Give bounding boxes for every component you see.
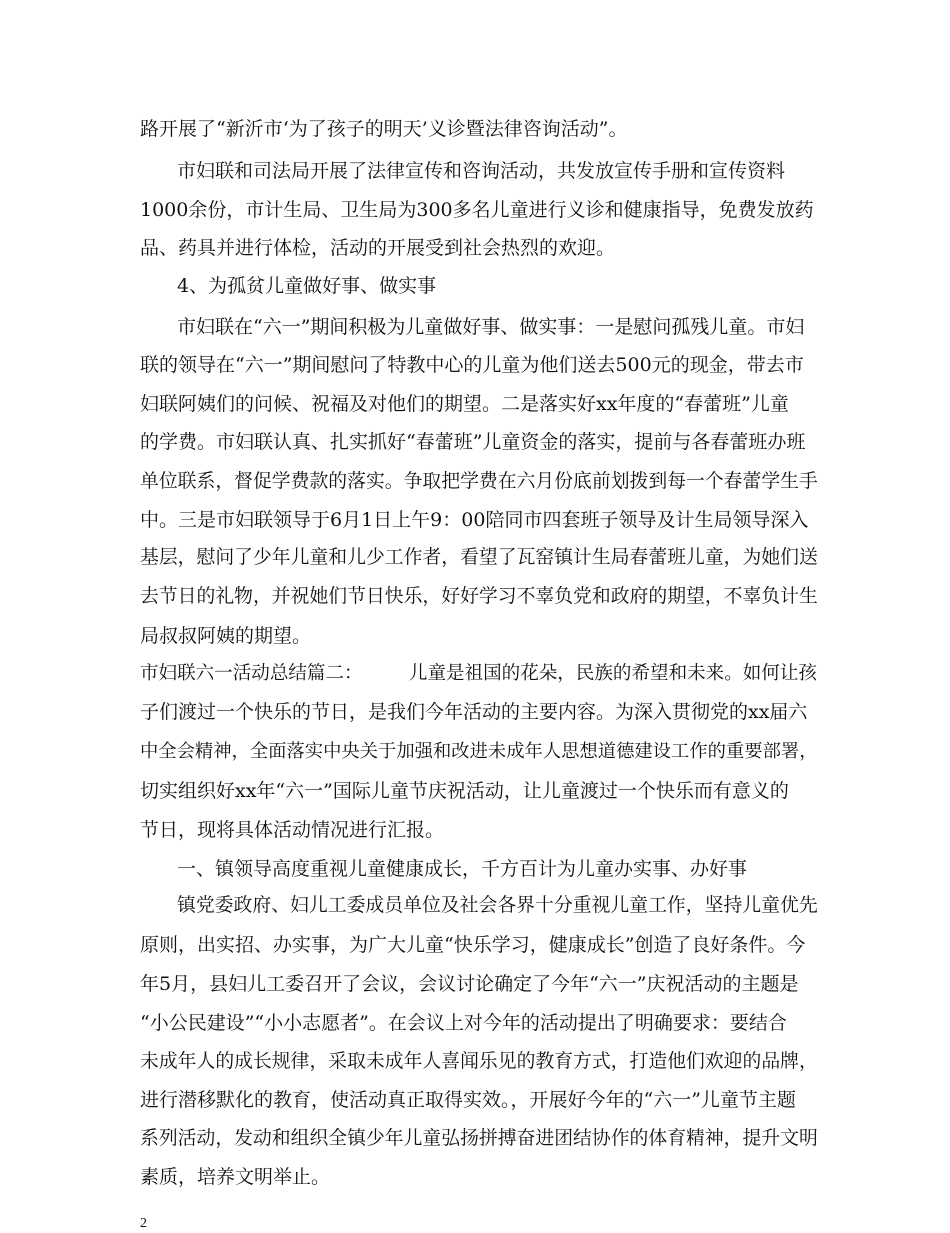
text-line: 子们渡过一个快乐的节日，是我们今年活动的主要内容。为深入贯彻党的xx届六 [140, 701, 808, 723]
text-line: 原则，出实招、办实事，为广大儿童“快乐学习，健康成长”创造了良好条件。今 [140, 934, 806, 956]
text-line: 1000余份，市计生局、卫生局为300多名儿童进行义诊和健康指导，免费发放药 [140, 199, 814, 221]
text-line: 中全会精神，全面落实中央关于加强和改进未成年人思想道德建设工作的重要部署， [140, 741, 818, 762]
text-line: 中。三是市妇联领导于6月1日上午9：00陪同市四套班子领导及计生局领导深入 [140, 509, 809, 531]
text-line: 镇党委政府、妇儿工委成员单位及社会各界十分重视儿童工作，坚持儿童优先 [177, 895, 818, 916]
text-line: 市妇联在“六一”期间积极为儿童做好事、做实事：一是慰问孤残儿童。市妇 [177, 316, 805, 338]
text-line: 系列活动，发动和组织全镇少年儿童弘扬拼搏奋进团结协作的体育精神，提升文明 [140, 1128, 818, 1149]
text-line: 素质，培养文明举止。 [140, 1166, 331, 1188]
text-line: 的学费。市妇联认真、扎实抓好“春蕾班”儿童资金的落实，提前与各春蕾班办班 [140, 431, 806, 453]
text-line: 市妇联六一活动总结篇二： 儿童是祖国的花朵，民族的希望和未来。如何让孩 [140, 663, 817, 684]
text-line: 未成年人的成长规律，采取未成年人喜闻乐见的教育方式，打造他们欢迎的品牌， [140, 1051, 818, 1072]
text-line: 去节日的礼物，并祝她们节日快乐，好好学习不辜负党和政府的期望，不辜负计生 [140, 586, 818, 607]
text-line: “小公民建设”“小小志愿者”。在会议上对今年的活动提出了明确要求：要结合 [140, 1012, 787, 1034]
text-line: 路开展了“新沂市‘为了孩子的明天’义诊暨法律咨询活动”。 [140, 118, 628, 140]
text-line: 节日，现将具体活动情况进行汇报。 [140, 819, 445, 841]
page-number: 2 [140, 1216, 147, 1231]
text-line: 进行潜移默化的教育，使活动真正取得实效。，开展好今年的“六一”儿童节主题 [140, 1089, 796, 1111]
text-line: 年5月，县妇儿工委召开了会议，会议讨论确定了今年“六一”庆祝活动的主题是 [140, 973, 799, 995]
text-line: 局叔叔阿姨的期望。 [140, 625, 312, 647]
text-line: 单位联系，督促学费款的落实。争取把学费在六月份底前划拨到每一个春蕾学生手 [140, 471, 818, 492]
text-line: 4、为孤贫儿童做好事、做实事 [177, 275, 437, 297]
text-line: 市妇联和司法局开展了法律宣传和咨询活动，共发放宣传手册和宣传资料 [177, 160, 786, 182]
text-line: 联的领导在“六一”期间慰问了特教中心的儿童为他们送去500元的现金，带去市 [140, 354, 804, 376]
text-line: 品、药具并进行体检，活动的开展受到社会热烈的欢迎。 [140, 237, 616, 259]
text-line: 一、镇领导高度重视儿童健康成长，千方百计为儿童办实事、办好事 [177, 858, 748, 880]
text-line: 基层，慰问了少年儿童和儿少工作者，看望了瓦窑镇计生局春蕾班儿童，为她们送 [140, 547, 818, 568]
text-line: 切实组织好xx年“六一”国际儿童节庆祝活动，让儿童渡过一个快乐而有意义的 [140, 780, 789, 802]
text-line: 妇联阿姨们的问候、祝福及对他们的期望。二是落实好xx年度的“春蕾班”儿童 [140, 393, 789, 415]
